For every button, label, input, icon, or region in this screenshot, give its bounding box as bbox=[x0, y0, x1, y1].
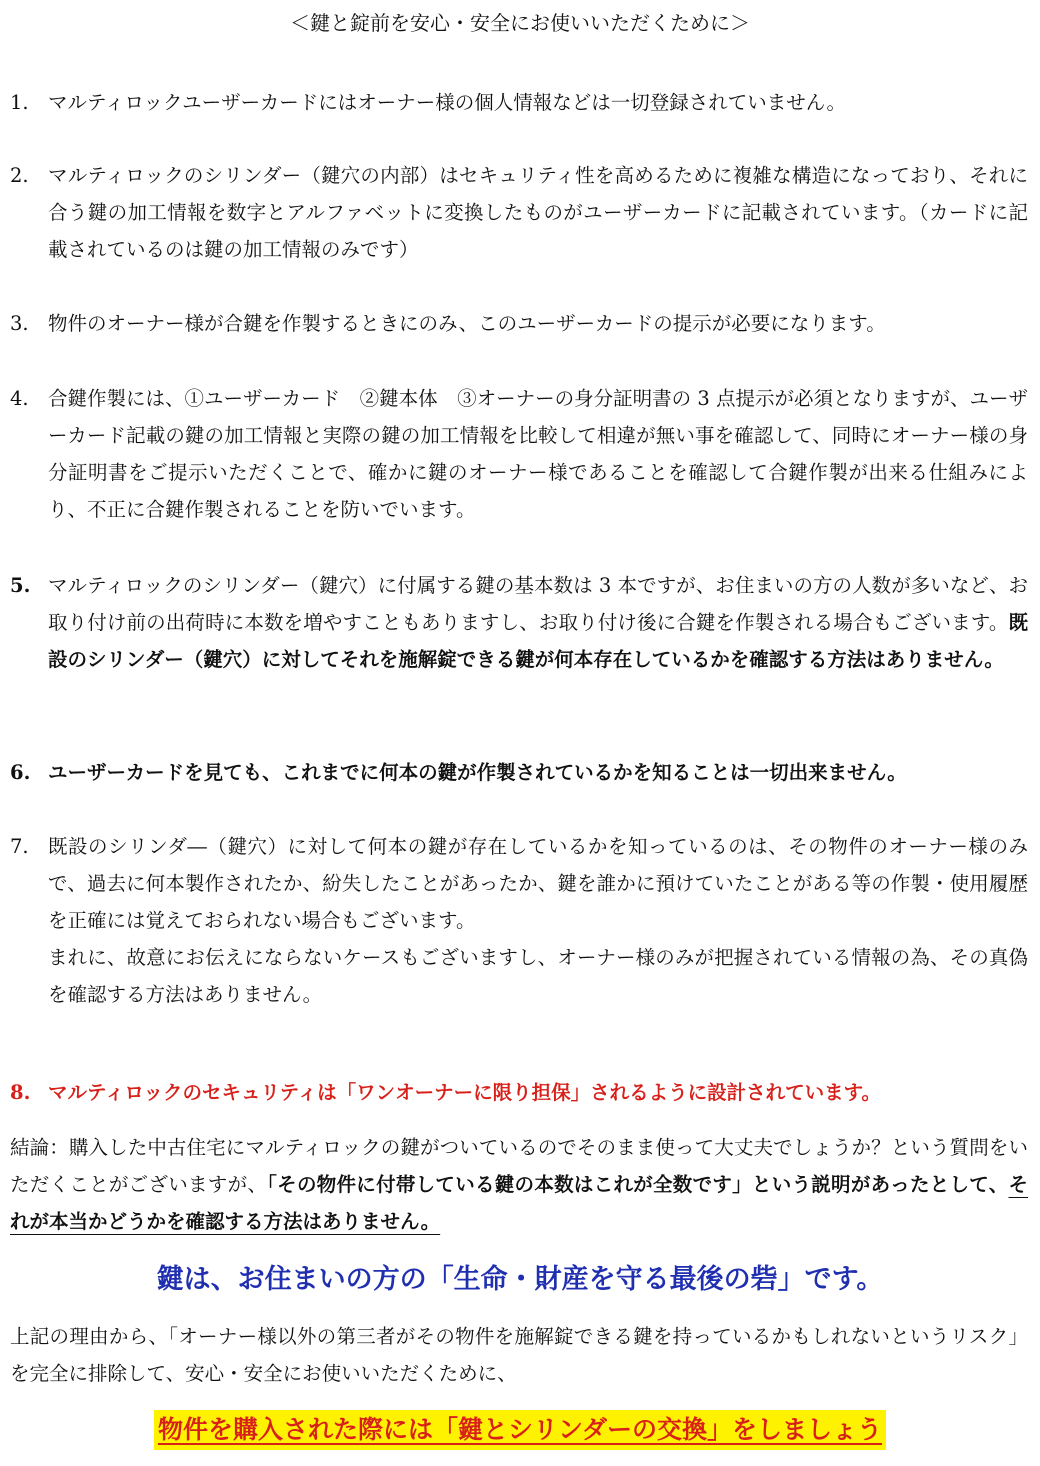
conclusion-paragraph bbox=[10, 1129, 1028, 1240]
list-item-1 bbox=[10, 84, 1028, 121]
item-text: 合鍵作製には、①ユーザーカード ②鍵本体 ③オーナーの身分証明書の 3 点提示が必須となりますが、ユーザーカード記載の鍵の加工情報と実際の鍵の加工情報を比較して相違が無い事を確認して、同時にオーナー様の身分証明書をご提示いただくことで、確かに鍵のオーナー様であることを確認して合鍵作製が出来る仕組みにより、不正に合鍵作製されることを防いでいます。 bbox=[48, 387, 1028, 521]
item-text: マルティロックのセキュリティは「ワンオーナーに限り担保」されるように設計されています。 bbox=[48, 1081, 882, 1104]
item-text-paragraph: まれに、故意にお伝えにならないケースもございますし、オーナー様のみが把握されている情報の為、その真偽を確認する方法はありません。 bbox=[48, 946, 1028, 1006]
item-number: 4. bbox=[10, 387, 29, 410]
item-number: 5. bbox=[10, 574, 31, 597]
item-text: ユーザーカードを見ても、これまでに何本の鍵が作製されているかを知ることは一切出来ません。 bbox=[48, 761, 907, 784]
list-item-7 bbox=[10, 828, 1028, 1013]
conclusion-text: 結論：購入した中古住宅にマルティロックの鍵がついているのでそのまま使って大丈夫でしょうか？という質問をいただくことがございますが、 bbox=[10, 1136, 1028, 1196]
page-title: ＜鍵と錠前を安心・安全にお使いいただくために＞ bbox=[290, 11, 750, 35]
item-text-paragraph: 既設のシリンダ―（鍵穴）に対して何本の鍵が存在しているかを知っているのは、その物件のオーナー様のみで、過去に何本製作されたか、紛失したことがあったか、鍵を誰かに預けていたことがある等の作製・使用履歴を正確には覚えておられない場合もございます。 bbox=[48, 835, 1028, 932]
item-text: 物件のオーナー様が合鍵を作製するときにのみ、このユーザーカードの提示が必要になります。 bbox=[48, 312, 886, 335]
item-text bbox=[48, 828, 1028, 1013]
item-text-normal: マルティロックのシリンダー（鍵穴）に付属する鍵の基本数は 3 本ですが、お住まいの方の人数が多いなど、お取り付け前の出荷時に本数を増やすこともありますし、お取り付け後に合鍵を作製される場合もございます。 bbox=[48, 574, 1028, 634]
list-item-5 bbox=[10, 567, 1028, 678]
reason-paragraph: 上記の理由から、「オーナー様以外の第三者がその物件を施解錠できる鍵を持っているかもしれないというリスク」を完全に排除して、安心・安全にお使いいただくために、 bbox=[10, 1325, 1028, 1385]
list-item-2 bbox=[10, 157, 1028, 268]
item-number: 2. bbox=[10, 164, 29, 187]
item-text: マルティロックユーザーカードにはオーナー様の個人情報などは一切登録されていません。 bbox=[48, 91, 846, 114]
item-text bbox=[48, 567, 1028, 678]
list-item-4 bbox=[10, 380, 1028, 528]
item-number: 8. bbox=[10, 1081, 31, 1104]
item-number: 7. bbox=[10, 835, 29, 858]
item-text: マルティロックのシリンダー（鍵穴の内部）はセキュリティ性を高めるために複雑な構造になっており、それに合う鍵の加工情報を数字とアルファベットに変換したものがユーザーカードに記載されています。（カードに記載されているのは鍵の加工情報のみです） bbox=[48, 164, 1028, 261]
list-item-3 bbox=[10, 305, 1028, 342]
conclusion-bold: 「その物件に付帯している鍵の本数はこれが全数です」という説明があったとして、 bbox=[267, 1173, 1009, 1196]
item-text-bold: 既設のシリンダー（鍵穴）に対してそれを施解錠できる鍵が何本存在しているかを確認する方法はありません。 bbox=[48, 611, 1028, 671]
banner-wrapper bbox=[0, 1410, 1040, 1450]
item-number: 6. bbox=[10, 761, 31, 784]
list-item-6 bbox=[10, 754, 1028, 791]
highlight-banner: 物件を購入された際には「鍵とシリンダーの交換」をしましょう bbox=[154, 1410, 886, 1450]
item-number: 3. bbox=[10, 312, 29, 335]
item-number: 1. bbox=[10, 91, 29, 114]
fortress-heading: 鍵は、お住まいの方の「生命・財産を守る最後の砦」です。 bbox=[156, 1264, 884, 1295]
conclusion-underlined: それが本当かどうかを確認する方法はありません。 bbox=[10, 1173, 1028, 1233]
list-item-8 bbox=[10, 1074, 1028, 1111]
